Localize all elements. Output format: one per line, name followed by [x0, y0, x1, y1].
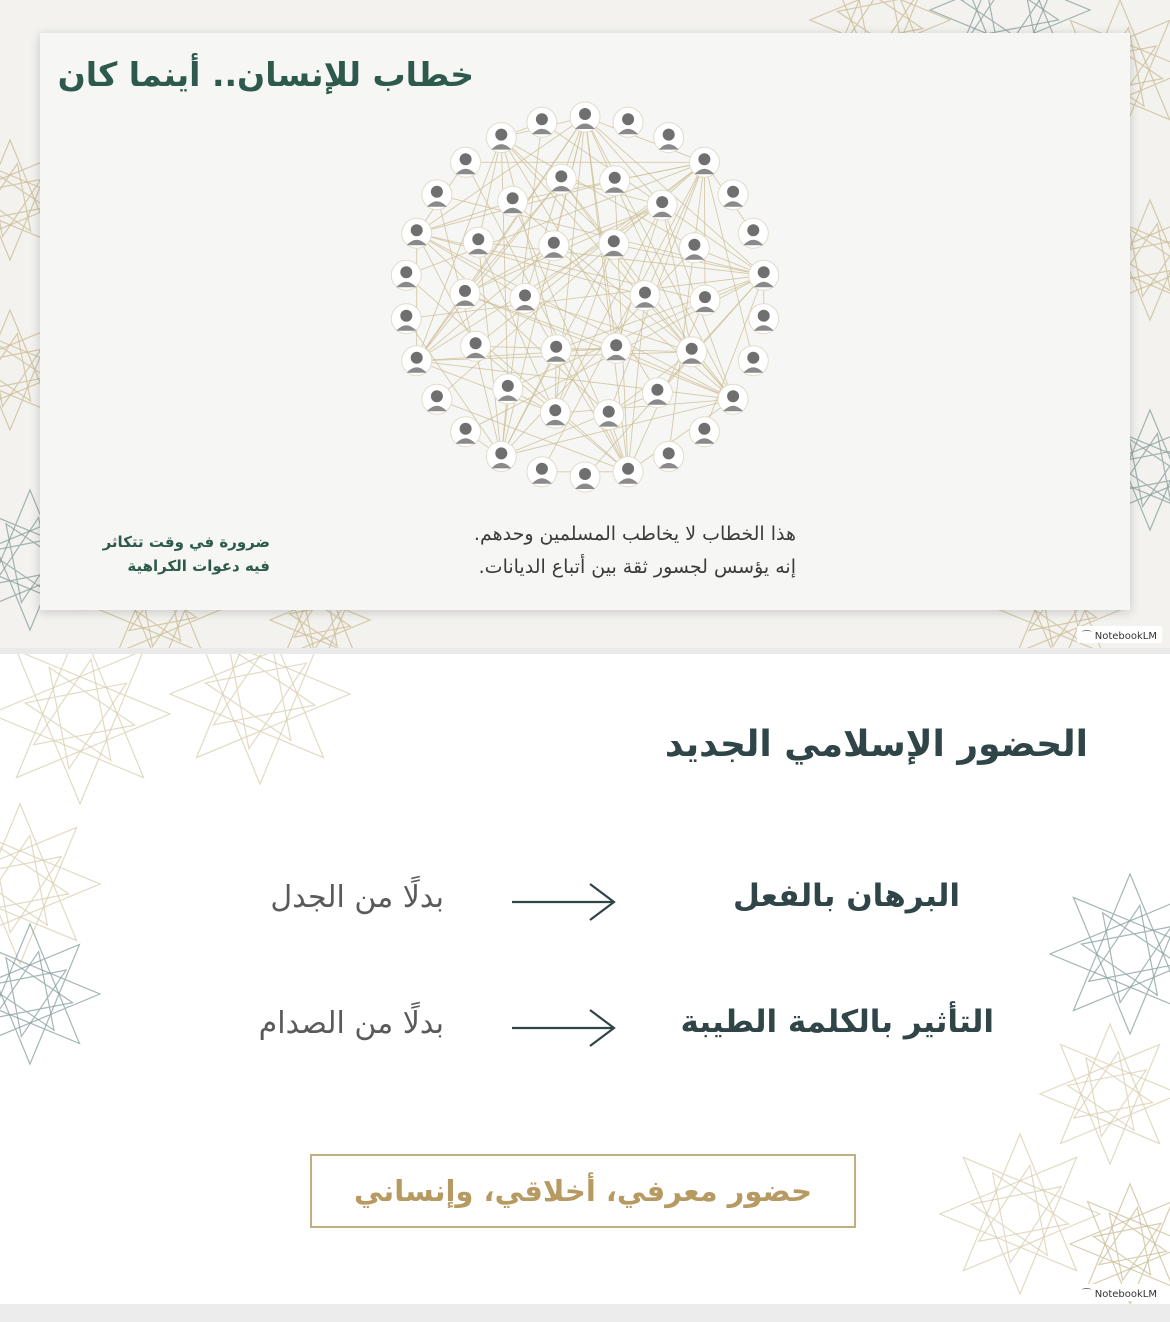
- row-1-instead: بدلًا من الجدل: [270, 880, 444, 915]
- body-line-1: هذا الخطاب لا يخاطب المسلمين وحدهم.: [473, 523, 796, 545]
- network-link: [662, 205, 692, 352]
- people-network-illustration: [388, 95, 782, 499]
- summary-box: [310, 1154, 856, 1228]
- person-portrait-icon: [391, 260, 421, 290]
- side-note-line-2: فيه دعوات الكراهية: [127, 557, 270, 575]
- network-link: [556, 275, 764, 349]
- pattern-star: [1094, 1208, 1167, 1281]
- person-portrait-icon: [654, 123, 684, 153]
- slide-2: [0, 654, 1170, 1304]
- person-portrait-icon: [510, 283, 540, 313]
- person-portrait-icon: [601, 333, 631, 363]
- network-link: [417, 361, 733, 400]
- pattern-star: [1081, 905, 1170, 1002]
- pattern-star: [170, 654, 350, 784]
- person-portrait-icon: [613, 457, 643, 487]
- person-portrait-icon: [402, 218, 432, 248]
- notebooklm-icon: ⌒: [1081, 631, 1095, 642]
- person-portrait-icon: [570, 102, 600, 132]
- person-portrait-icon: [493, 374, 523, 404]
- pattern-star: [0, 835, 69, 932]
- person-portrait-icon: [679, 233, 709, 263]
- person-portrait-icon: [738, 346, 768, 376]
- slide-1: [0, 0, 1170, 648]
- person-portrait-icon: [486, 441, 516, 471]
- person-portrait-icon: [422, 384, 452, 414]
- network-link: [628, 296, 645, 472]
- pattern-star: [205, 654, 314, 749]
- person-portrait-icon: [422, 180, 452, 210]
- arrow-right-icon: [510, 1008, 620, 1048]
- network-link: [501, 393, 657, 457]
- pattern-star: [0, 804, 100, 964]
- slide-card: [40, 33, 1130, 610]
- pattern-star: [1068, 1052, 1153, 1137]
- row-2-instead: بدلًا من الصدام: [258, 1006, 444, 1041]
- network-link: [704, 162, 705, 300]
- person-portrait-icon: [630, 281, 660, 311]
- pattern-star: [940, 1134, 1100, 1294]
- person-portrait-icon: [613, 107, 643, 137]
- person-portrait-icon: [600, 166, 630, 196]
- network-link: [542, 162, 705, 472]
- row-1-main: البرهان بالفعل: [733, 878, 960, 914]
- side-note-line-1: ضرورة في وقت تتكاثر: [102, 533, 270, 551]
- network-link: [501, 138, 508, 389]
- network-link: [616, 348, 733, 399]
- slide-title: الحضور الإسلامي الجديد: [664, 724, 1088, 765]
- person-portrait-icon: [749, 304, 779, 334]
- person-portrait-icon: [738, 218, 768, 248]
- person-portrait-icon: [539, 231, 569, 261]
- person-portrait-icon: [749, 260, 779, 290]
- notebooklm-badge: [1077, 626, 1162, 643]
- person-portrait-icon: [402, 346, 432, 376]
- person-portrait-icon: [647, 190, 677, 220]
- person-portrait-icon: [527, 457, 557, 487]
- notebooklm-icon: ⌒: [1081, 1289, 1095, 1300]
- bottom-strip: [0, 1304, 1170, 1322]
- person-portrait-icon: [527, 107, 557, 137]
- side-note: [80, 530, 270, 578]
- person-portrait-icon: [486, 123, 516, 153]
- person-portrait-icon: [599, 229, 629, 259]
- person-portrait-icon: [654, 441, 684, 471]
- person-portrait-icon: [541, 335, 571, 365]
- pattern-star: [0, 654, 170, 804]
- person-portrait-icon: [690, 285, 720, 315]
- network-link: [513, 201, 692, 351]
- notebooklm-label: NotebookLM: [1094, 1289, 1157, 1300]
- pattern-star: [25, 659, 134, 768]
- person-portrait-icon: [570, 462, 600, 492]
- person-portrait-icon: [718, 180, 748, 210]
- person-portrait-icon: [498, 186, 528, 216]
- network-link: [645, 162, 704, 295]
- body-line-2: إنه يؤسس لجسور ثقة بين أتباع الديانات.: [478, 556, 796, 578]
- arrow-right-icon: [510, 882, 620, 922]
- body-text: [340, 518, 796, 584]
- person-portrait-icon: [689, 147, 719, 177]
- pattern-star: [1040, 1024, 1170, 1164]
- person-portrait-icon: [451, 147, 481, 177]
- network-link: [616, 205, 662, 348]
- person-portrait-icon: [677, 337, 707, 367]
- row-2-main: التأثير بالكلمة الطيبة: [680, 1004, 994, 1040]
- person-portrait-icon: [642, 378, 672, 408]
- pattern-star: [971, 1165, 1068, 1262]
- summary-text: حضور معرفي، أخلاقي، وإنساني: [353, 1174, 813, 1208]
- slide-title: خطاب للإنسان.. أينما كان: [57, 55, 474, 94]
- person-portrait-icon: [689, 417, 719, 447]
- person-portrait-icon: [718, 384, 748, 414]
- person-portrait-icon: [450, 279, 480, 309]
- person-portrait-icon: [463, 227, 493, 257]
- notebooklm-label: NotebookLM: [1094, 631, 1157, 642]
- person-portrait-icon: [540, 398, 570, 428]
- person-portrait-icon: [594, 400, 624, 430]
- person-portrait-icon: [461, 331, 491, 361]
- person-portrait-icon: [451, 417, 481, 447]
- person-portrait-icon: [546, 164, 576, 194]
- pattern-star: [0, 952, 73, 1037]
- notebooklm-badge: [1077, 1284, 1162, 1301]
- person-portrait-icon: [391, 304, 421, 334]
- pattern-star: [1050, 874, 1170, 1034]
